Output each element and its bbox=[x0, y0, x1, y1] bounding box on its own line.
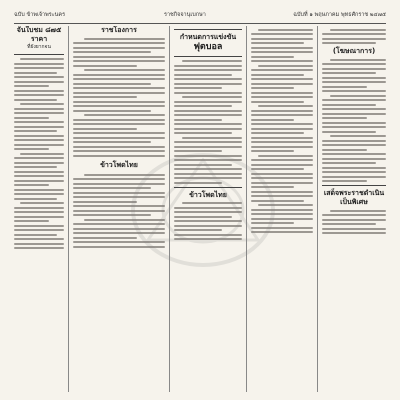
text-line bbox=[14, 144, 64, 146]
text-line bbox=[73, 123, 165, 125]
text-line bbox=[258, 65, 313, 67]
text-line bbox=[174, 92, 242, 94]
text-line bbox=[174, 229, 222, 231]
text-line bbox=[322, 72, 376, 74]
text-line bbox=[251, 51, 313, 53]
text-line bbox=[251, 159, 313, 161]
text-line bbox=[322, 108, 386, 110]
text-line bbox=[174, 65, 242, 67]
text-line bbox=[330, 95, 386, 97]
text-line bbox=[14, 238, 64, 240]
text-line bbox=[251, 60, 313, 62]
text-line bbox=[73, 246, 165, 248]
text-line bbox=[258, 204, 313, 206]
text-line bbox=[14, 63, 64, 65]
text-line bbox=[322, 42, 376, 44]
text-line bbox=[174, 150, 222, 152]
text-line bbox=[73, 119, 165, 121]
text-line bbox=[20, 58, 64, 60]
text-line bbox=[322, 104, 376, 106]
text-line bbox=[251, 42, 304, 44]
text-line bbox=[73, 237, 137, 239]
text-line bbox=[174, 83, 242, 85]
text-line bbox=[73, 141, 151, 143]
text-line bbox=[84, 38, 165, 40]
text-line bbox=[14, 112, 64, 114]
text-line bbox=[251, 177, 313, 179]
column-5-rule bbox=[322, 185, 386, 186]
text-line bbox=[251, 128, 313, 130]
text-line bbox=[251, 231, 313, 233]
text-line bbox=[73, 105, 165, 107]
text-line bbox=[174, 159, 242, 161]
text-line bbox=[258, 155, 313, 157]
text-line bbox=[322, 219, 386, 221]
text-line bbox=[251, 33, 313, 35]
text-line bbox=[73, 150, 165, 152]
text-line bbox=[73, 223, 165, 225]
text-line bbox=[174, 225, 242, 227]
text-line bbox=[73, 187, 151, 189]
text-line bbox=[251, 101, 304, 103]
header-middle: ราชกิจจานุเบกษา bbox=[164, 12, 206, 18]
text-line bbox=[14, 148, 49, 150]
text-line bbox=[174, 87, 222, 89]
text-line bbox=[174, 110, 242, 112]
text-line bbox=[14, 216, 64, 218]
text-line bbox=[322, 113, 386, 115]
text-line bbox=[322, 180, 367, 182]
text-line bbox=[73, 101, 165, 103]
text-line bbox=[20, 153, 64, 155]
text-line bbox=[73, 60, 165, 62]
text-line bbox=[73, 132, 165, 134]
column-3-top-rule bbox=[174, 29, 242, 30]
text-line bbox=[73, 96, 137, 98]
text-line bbox=[251, 213, 313, 215]
text-line bbox=[73, 87, 165, 89]
column-1-subtitle: ที่ยังยากจน bbox=[27, 44, 51, 50]
text-line bbox=[174, 211, 242, 213]
text-line bbox=[174, 146, 242, 148]
text-line bbox=[14, 193, 64, 195]
header-right: ฉบับที่ ๑ พฤษภาคม พุทธศักราช ๒๔๗๕ bbox=[293, 12, 386, 18]
column-divider bbox=[246, 26, 247, 392]
text-line bbox=[14, 225, 64, 227]
text-line bbox=[251, 209, 313, 211]
text-line bbox=[84, 219, 165, 221]
column-5-bottom-heading: เสด็จพระราชดำเนิน bbox=[323, 189, 385, 197]
text-line bbox=[14, 243, 64, 245]
text-line bbox=[73, 92, 165, 94]
text-line bbox=[251, 227, 313, 229]
text-line bbox=[14, 108, 64, 110]
text-line bbox=[330, 29, 386, 31]
text-line bbox=[174, 177, 242, 179]
text-line bbox=[73, 210, 165, 212]
text-line bbox=[182, 137, 242, 139]
text-line bbox=[14, 162, 64, 164]
text-line bbox=[251, 191, 313, 193]
text-line bbox=[73, 56, 165, 58]
text-line bbox=[174, 78, 242, 80]
text-line bbox=[73, 192, 165, 194]
text-line bbox=[73, 178, 165, 180]
text-line bbox=[14, 198, 57, 200]
text-line bbox=[73, 42, 165, 44]
column-2-subheading: ข้าวโพดไทย bbox=[100, 160, 138, 169]
text-line bbox=[251, 200, 304, 202]
text-line bbox=[174, 141, 242, 143]
text-line bbox=[14, 189, 64, 191]
text-line bbox=[251, 182, 313, 184]
column-2 bbox=[73, 26, 165, 394]
text-line bbox=[174, 168, 242, 170]
column-2-title: ราชโองการ bbox=[101, 26, 137, 34]
text-line bbox=[330, 135, 386, 137]
text-line bbox=[14, 180, 64, 182]
text-line bbox=[73, 65, 137, 67]
text-line bbox=[322, 122, 386, 124]
text-line bbox=[322, 149, 367, 151]
column-1-title: จันใบชม ๘๗๕ ราคา bbox=[16, 26, 62, 43]
text-line bbox=[73, 83, 151, 85]
text-line bbox=[174, 128, 242, 130]
text-line bbox=[14, 130, 57, 132]
text-line bbox=[251, 141, 313, 143]
text-line bbox=[322, 99, 386, 101]
text-line bbox=[251, 78, 313, 80]
column-divider bbox=[169, 26, 170, 392]
text-line bbox=[322, 153, 386, 155]
text-line bbox=[322, 38, 386, 40]
column-divider bbox=[68, 26, 69, 392]
text-line bbox=[322, 117, 367, 119]
text-line bbox=[73, 47, 165, 49]
text-line bbox=[322, 144, 386, 146]
text-line bbox=[174, 238, 242, 240]
column-5-title: (โฆษณาการ) bbox=[332, 47, 376, 55]
column-1-rule bbox=[14, 54, 64, 55]
text-line bbox=[14, 139, 64, 141]
text-line bbox=[182, 96, 242, 98]
header-left: ฉบับ ข้าพเจ้าพระนคร bbox=[14, 12, 66, 18]
text-line bbox=[174, 220, 242, 222]
text-line bbox=[322, 228, 386, 230]
text-line bbox=[251, 87, 294, 89]
text-line bbox=[73, 228, 165, 230]
text-line bbox=[14, 99, 57, 101]
text-line bbox=[182, 202, 242, 204]
text-line bbox=[73, 110, 151, 112]
text-line bbox=[174, 119, 222, 121]
text-line bbox=[322, 63, 386, 65]
text-line bbox=[174, 123, 242, 125]
text-line bbox=[14, 247, 64, 249]
text-line bbox=[251, 173, 313, 175]
text-line bbox=[322, 140, 386, 142]
column-5 bbox=[322, 26, 386, 394]
column-5-bottom-subheading: เป็นพิเศษ bbox=[340, 198, 368, 206]
text-line bbox=[73, 155, 165, 157]
text-line bbox=[14, 81, 64, 83]
text-line bbox=[84, 114, 165, 116]
text-line bbox=[14, 171, 64, 173]
text-line bbox=[174, 105, 232, 107]
text-line bbox=[174, 74, 232, 76]
text-line bbox=[174, 164, 232, 166]
text-line bbox=[251, 137, 313, 139]
text-line bbox=[73, 137, 165, 139]
text-line bbox=[84, 174, 165, 176]
text-line bbox=[322, 68, 386, 70]
text-line bbox=[251, 38, 313, 40]
column-4 bbox=[251, 26, 313, 394]
text-line bbox=[182, 60, 242, 62]
column-3 bbox=[174, 26, 242, 394]
column-3-subtitle: ฟุตบอล bbox=[193, 42, 223, 52]
text-line bbox=[322, 33, 386, 35]
text-line bbox=[174, 69, 242, 71]
text-line bbox=[73, 205, 165, 207]
text-line bbox=[174, 234, 242, 236]
text-line bbox=[251, 92, 313, 94]
text-line bbox=[322, 214, 386, 216]
text-line bbox=[14, 135, 64, 137]
text-line bbox=[330, 59, 386, 61]
text-line bbox=[174, 182, 222, 184]
text-line bbox=[14, 229, 64, 231]
text-line bbox=[14, 175, 64, 177]
text-line bbox=[322, 176, 386, 178]
column-divider bbox=[317, 26, 318, 392]
text-line bbox=[73, 146, 165, 148]
header-rule bbox=[14, 23, 386, 24]
text-line bbox=[14, 72, 57, 74]
text-line bbox=[258, 29, 313, 31]
text-line bbox=[14, 94, 64, 96]
text-line bbox=[73, 201, 137, 203]
text-line bbox=[322, 81, 386, 83]
text-line bbox=[14, 157, 64, 159]
text-line bbox=[251, 132, 304, 134]
text-line bbox=[258, 105, 313, 107]
text-line bbox=[251, 56, 294, 58]
text-line bbox=[322, 158, 386, 160]
text-line bbox=[174, 173, 242, 175]
text-line bbox=[73, 232, 165, 234]
text-line bbox=[73, 128, 137, 130]
text-line bbox=[20, 202, 64, 204]
text-line bbox=[322, 86, 367, 88]
text-line bbox=[251, 114, 313, 116]
text-line bbox=[251, 119, 294, 121]
text-line bbox=[73, 51, 151, 53]
text-line bbox=[73, 241, 165, 243]
text-line bbox=[174, 216, 232, 218]
text-line bbox=[73, 78, 165, 80]
text-line bbox=[322, 167, 386, 169]
text-line bbox=[251, 83, 313, 85]
text-line bbox=[174, 114, 242, 116]
text-line bbox=[14, 207, 64, 209]
text-line bbox=[174, 132, 232, 134]
text-line bbox=[73, 214, 151, 216]
text-line bbox=[322, 223, 376, 225]
text-line bbox=[251, 195, 313, 197]
text-line bbox=[14, 76, 64, 78]
text-line bbox=[14, 121, 64, 123]
text-line bbox=[251, 186, 294, 188]
text-line bbox=[251, 69, 313, 71]
text-line bbox=[251, 146, 313, 148]
text-line bbox=[251, 222, 294, 224]
text-line bbox=[14, 234, 57, 236]
text-line bbox=[174, 207, 242, 209]
text-line bbox=[251, 218, 313, 220]
text-line bbox=[251, 150, 294, 152]
text-line bbox=[14, 126, 64, 128]
text-line bbox=[14, 67, 64, 69]
text-line bbox=[14, 184, 49, 186]
text-line bbox=[14, 166, 57, 168]
page-header bbox=[14, 8, 386, 22]
text-line bbox=[330, 210, 386, 212]
text-line bbox=[322, 126, 386, 128]
text-line bbox=[251, 164, 313, 166]
column-1 bbox=[14, 26, 64, 394]
text-line bbox=[322, 232, 386, 234]
text-line bbox=[322, 162, 376, 164]
column-3-rule-2 bbox=[174, 187, 242, 188]
text-line bbox=[322, 77, 386, 79]
text-line bbox=[20, 103, 64, 105]
text-line bbox=[322, 90, 386, 92]
column-3-title: กำหนดการแข่งขัน bbox=[179, 33, 237, 41]
text-line bbox=[251, 74, 304, 76]
text-line bbox=[73, 74, 165, 76]
text-line bbox=[251, 96, 313, 98]
column-3-subheading: ข้าวโพดไทย bbox=[189, 190, 227, 199]
text-line bbox=[174, 155, 242, 157]
text-line bbox=[14, 90, 64, 92]
text-line bbox=[322, 131, 376, 133]
column-3-rule bbox=[174, 56, 242, 57]
text-line bbox=[14, 220, 49, 222]
text-line bbox=[251, 47, 313, 49]
text-line bbox=[251, 110, 313, 112]
text-line bbox=[84, 69, 165, 71]
text-line bbox=[14, 211, 64, 213]
text-line bbox=[14, 85, 49, 87]
text-line bbox=[73, 183, 165, 185]
text-line bbox=[73, 196, 165, 198]
text-line bbox=[174, 101, 242, 103]
text-line bbox=[322, 171, 386, 173]
text-line bbox=[251, 168, 304, 170]
text-line bbox=[251, 123, 313, 125]
text-line bbox=[14, 117, 49, 119]
